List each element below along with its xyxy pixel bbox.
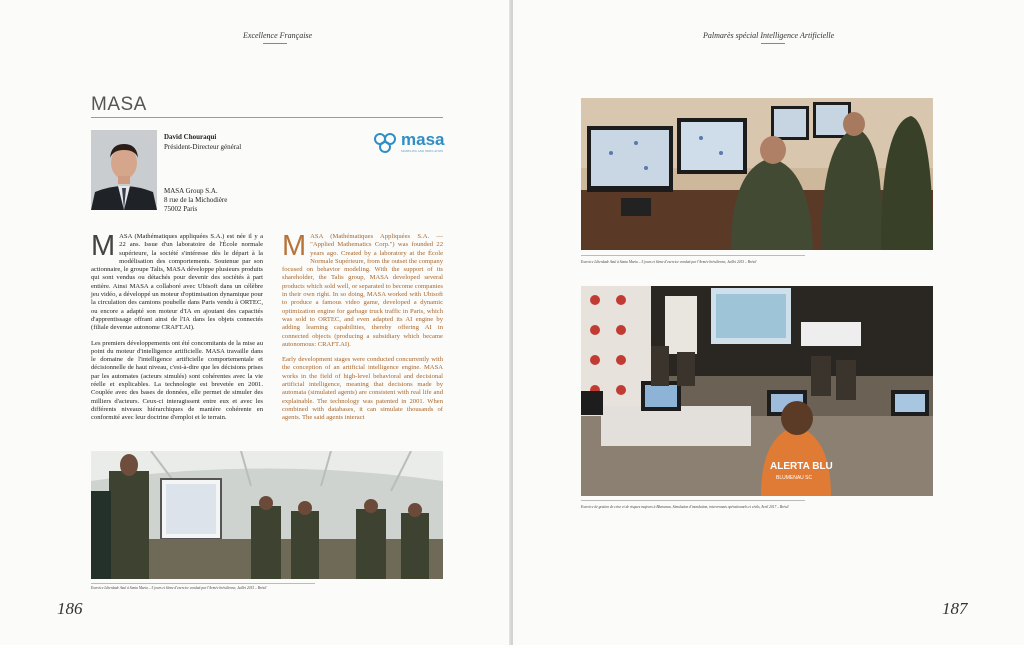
french-column [91,230,263,430]
french-paragraph-1: ASA (Mathématiques appliquées S.A.) est née il y a 22 ans. Issue d'un laboratoire de l'École normale supérieure, la société s'intéresse dès le départ à la modélisation des comportements. Soutenue par son actionnaire, le groupe Talis, MASA développe plusieurs produits qui sont vendus ou détachés pour devenir des sociétés à part entière. Ainsi MASA a collaboré avec Ubisoft dans un célèbre jeu vidéo, a développé un moteur d'optimisation dynamique pour la circulation des camions poubelle dans Paris vendu à ORTEC, ou encore a adapté son moteur d'IA en ajoutant des capacités d'apprentissage offrant ainsi de l'IA dans les objets connectés (filiale devenue autonome CRAFT.AI). [91,233,263,332]
portrait-photo [91,130,157,210]
running-title-left: Excellence Française [243,31,313,40]
left-page [0,0,511,645]
caption-rule-left [91,583,315,584]
address-line-2: 75002 Paris [164,205,198,213]
folio-right: 187 [942,599,968,618]
article-title: MASA [91,94,147,115]
vest-sublabel: BLUMENAU SC [776,475,813,481]
folio-left: 186 [57,599,83,618]
title-divider [91,117,443,118]
company-name: MASA Group S.A. [164,187,218,195]
masa-logo-icon [372,131,398,160]
crisis-room-photo [581,286,933,496]
caption-left-photo: Exercice Liberdade Azul à Santa Maria – 5 jours et 6ème d'exercice conduit par l'Armée brésilienne, Juillet 2015 – Brésil [91,586,267,590]
english-paragraph-2: Early development stages were conducted concurrently with the conception of an artificial intelligence engine. MASA works in the field of high-level behavioral and decisional artificial intelligence, meaning that decisions made by automata (simulated agents) are consistent with real life and explainable. The technology was patented in 2001. When combined with databases, it can simulate thousands of agents. The said agents interact [282,356,443,422]
caption-rule-right-top [581,255,805,256]
english-paragraph-1: ASA (Mathématiques Appliquées S.A. — "Applied Mathematics Corp.") was founded 22 years ago. Created by a laboratory at the École Normale Supérieure, from the outset the company focused on behavior modeling. With the support of its shareholder, the Talis group, MASA developed several products which sold well, or separated to become companies in their own right. In so doing, MASA worked with Ubisoft to produce a famous video game, developed a dynamic optimization engine for garbage truck traffic in Paris, which was sold to ORTEC, and even adapted its AI engine by adding learning capabilities, thereby offering AI in connected objects (producing a subsidiary which became autonomous: CRAFT.AI). [282,233,443,348]
french-dropcap: M [91,230,116,262]
running-title-right: Palmarès spécial Intelligence Artificielle [703,31,835,40]
french-paragraph-2: Les premiers développements ont été concomitants de la mise au point du moteur d'intelligence artificielle. MASA travaille dans le domaine de l'intelligence artificielle comportementale et décisionnelle de haut niveau, c'est-à-dire que les décisions prises par les automates (acteurs simulés) sont cohérentes avec la vie réelle et explicables. La technologie est brevetée en 2001. Couplée avec des bases de données, elle permet de simuler des milliers d'acteurs. Ceux-ci interagissent entre eux et avec les différents niveaux hiérarchiques de manière cohérente en conformité avec leur doctrine d'emploi et le terrain. [91,339,263,422]
person-name: David Chouraqui [164,133,217,141]
running-title-rule [263,43,287,44]
masa-logo-text: masa [401,130,445,149]
vest-label: ALERTA BLU [770,461,833,472]
tent-training-photo [91,451,443,579]
running-title-rule-right [761,43,785,44]
caption-right-bottom-photo: Exercice de gestion de crise et de risques majeurs à Blumenau. Simulation d'inondation, intervenants opérationnels et civils, Avril 2017 – Brésil [581,505,789,509]
person-role: Président-Directeur général [164,143,242,151]
address-line-1: 8 rue de la Michodière [164,196,228,204]
caption-rule-right-bottom [581,500,805,501]
english-column [282,230,443,430]
right-page [513,0,1024,645]
caption-right-top-photo: Exercice Liberdade Azul à Santa Maria – 5 jours et 6ème d'exercice conduit par l'Armée brésilienne, Juillet 2015 – Brésil [581,260,757,264]
english-dropcap: M [282,230,307,262]
operators-photo [581,98,933,250]
masa-logo-subtext: MODELING AND SIMULATION [401,149,444,153]
